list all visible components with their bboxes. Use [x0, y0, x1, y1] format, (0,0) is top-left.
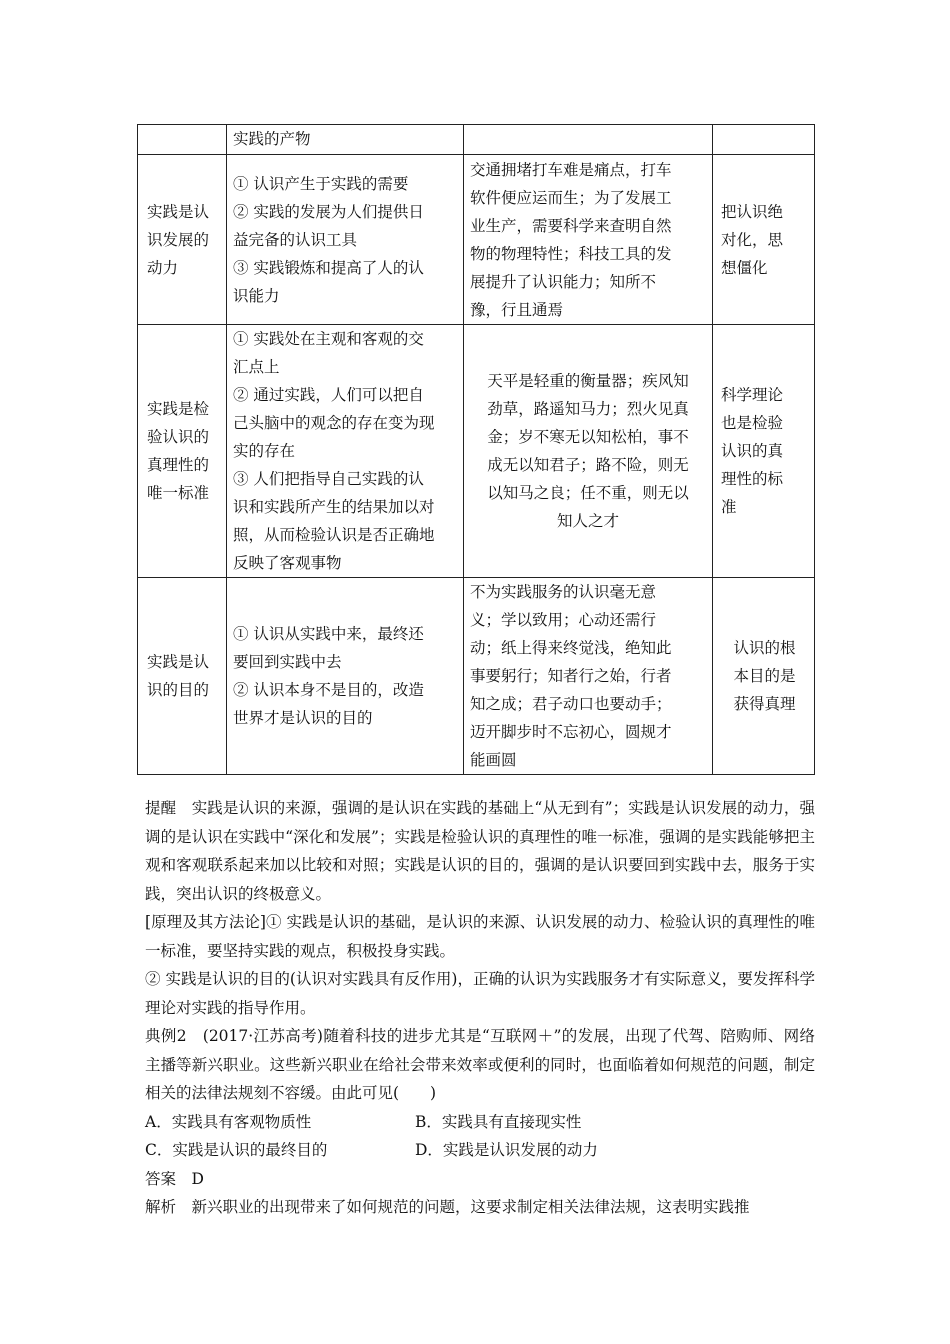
row-examples-line: 知之成；君子动口也要动手； — [470, 695, 672, 713]
comparison-table — [137, 124, 815, 775]
row-mistake-line: 获得真理 — [733, 695, 796, 713]
option-b: B．实践具有直接现实性 — [415, 1112, 582, 1131]
answer-line — [145, 1165, 815, 1194]
row-examples-line: 劲草，路遥知马力；烈火见真 — [487, 400, 689, 418]
analysis-line — [145, 1193, 815, 1222]
row-examples-line: 义；学以致用；心动还需行 — [470, 611, 657, 629]
row-content-line: 汇点上 — [233, 358, 280, 376]
row-content-line: ① 认识产生于实践的需要 — [233, 174, 409, 193]
table-row — [138, 325, 815, 578]
row-title-line: 验认识的 — [147, 428, 210, 446]
row-content-line: ① 实践处在主观和客观的交 — [233, 330, 424, 348]
row-content-cell — [227, 325, 464, 578]
row-title-cell — [138, 155, 227, 325]
row-examples-line: 动；纸上得来终觉浅，绝知此 — [470, 639, 672, 657]
row-mistake-line: 对化，思 — [721, 230, 784, 249]
analysis-text: 新兴职业的出现带来了如何规范的问题，这要求制定相关法律法规，这表明实践推 — [191, 1198, 750, 1216]
table-row — [138, 578, 815, 775]
row-examples-line: 迈开脚步时不忘初心，圆规才 — [470, 723, 672, 741]
row-examples-line: 业生产，需要科学来查明自然 — [470, 216, 672, 235]
answer-value: D — [191, 1169, 204, 1188]
row-content-line: 反映了客观事物 — [233, 554, 342, 572]
body-text — [145, 794, 815, 1222]
row-examples-line: 事要躬行；知者行之始，行者 — [470, 667, 672, 685]
row-content-line: 识和实践所产生的结果加以对 — [233, 498, 435, 516]
row-title-cell — [138, 325, 227, 578]
row-content-line: ③ 人们把指导自己实践的认 — [233, 470, 424, 488]
row-mistake-line: 科学理论 — [721, 386, 784, 404]
row-examples-line: 知人之才 — [556, 512, 619, 530]
answer-label: 答案 — [145, 1169, 177, 1188]
example-stem: 随着科技的进步尤其是“互联网＋”的发展，出现了代驾、陪购师、网络主播等新兴职业。这些新兴职业在给社会带来效率或便利的同时，也面临着如何规范的问题，制定相关的法律法规刻不容缓。由此可见( ) — [145, 1027, 815, 1102]
example-source: (2017·江苏高考) — [202, 1027, 323, 1045]
row-examples-cell — [464, 125, 713, 155]
row-content-line: 实践的产物 — [233, 130, 311, 148]
row-mistake-cell — [713, 155, 815, 325]
row-mistake-line: 认识的根 — [733, 639, 796, 657]
row-examples-line: 软件便应运而生；为了发展工 — [470, 188, 672, 207]
row-examples-line: 物的物理特性；科技工具的发 — [470, 244, 672, 263]
row-mistake-line: 理性的标 — [721, 470, 784, 488]
row-title-line: 实践是认 — [147, 653, 210, 671]
row-title-cell — [138, 125, 227, 155]
option-c: C．实践是认识的最终目的 — [145, 1141, 328, 1159]
row-content-cell — [227, 578, 464, 775]
row-content-line: ① 认识从实践中来，最终还 — [233, 625, 424, 643]
example-label: 典例2 — [145, 1027, 187, 1045]
principle-item-2: ② 实践是认识的目的(认识对实践具有反作用)，正确的认识为实践服务才有实际意义，要发挥科学理论对实践的指导作用。 — [145, 970, 815, 1017]
row-title-line: 识发展的 — [147, 230, 210, 249]
row-examples-line: 豫，行且通焉 — [470, 300, 564, 319]
row-content-line: ② 认识本身不是目的，改造 — [233, 681, 424, 699]
options-row-2 — [145, 1136, 815, 1165]
row-content-cell — [227, 125, 464, 155]
row-mistake-cell — [713, 325, 815, 578]
row-content-line: ② 通过实践，人们可以把自 — [233, 386, 424, 404]
row-content-line: 识能力 — [233, 286, 280, 305]
row-mistake-line: 本目的是 — [733, 667, 796, 685]
row-title-line: 实践是认 — [147, 202, 210, 221]
row-mistake-line: 把认识绝 — [721, 202, 784, 221]
row-mistake-cell — [713, 125, 815, 155]
row-examples-cell — [464, 578, 713, 775]
row-examples-line: 金；岁不寒无以知松柏，事不 — [487, 428, 689, 446]
row-examples-line: 展提升了认识能力；知所不 — [470, 272, 657, 291]
tip-paragraph — [145, 794, 815, 908]
row-title-line: 识的目的 — [147, 681, 210, 699]
option-a: A．实践具有客观物质性 — [145, 1112, 312, 1131]
row-content-cell — [227, 155, 464, 325]
row-content-line: 要回到实践中去 — [233, 653, 342, 671]
principle-item-1: ① 实践是认识的基础，是认识的来源、认识发展的动力、检验认识的真理性的唯一标准，要坚持实践的观点，积极投身实践。 — [145, 913, 815, 960]
row-examples-line: 成无以知君子；路不险，则无 — [487, 456, 689, 474]
option-d: D．实践是认识发展的动力 — [415, 1141, 598, 1159]
row-content-line: 己头脑中的观念的存在变为现 — [233, 414, 435, 432]
row-mistake-cell — [713, 578, 815, 775]
row-content-line: 实的存在 — [233, 442, 296, 460]
principle-label: [原理及其方法论] — [145, 913, 266, 931]
tip-text: 实践是认识的来源，强调的是认识在实践的基础上“从无到有”；实践是认识发展的动力，强调的是认识在实践中“深化和发展”；实践是检验认识的真理性的唯一标准，强调的是实践能够把主观和客观联系起来加以比较和对照；实践是认识的目的，强调的是认识要回到实践中去，服务于实践，突出认识的终极意义。 — [145, 799, 815, 903]
row-title-line: 唯一标准 — [147, 484, 210, 502]
row-title-line: 实践是检 — [147, 400, 210, 418]
row-mistake-line: 想僵化 — [721, 258, 768, 277]
tip-label: 提醒 — [145, 799, 177, 817]
row-mistake-line: 准 — [721, 498, 737, 516]
row-title-cell — [138, 578, 227, 775]
row-content-line: 照，从而检验认识是否正确地 — [233, 526, 435, 544]
table-body — [138, 125, 815, 775]
principle-paragraph — [145, 908, 815, 965]
row-examples-line: 能画圆 — [470, 751, 517, 769]
row-examples-cell — [464, 155, 713, 325]
row-content-line: ② 实践的发展为人们提供日 — [233, 202, 424, 221]
row-examples-line: 不为实践服务的认识毫无意 — [470, 583, 657, 601]
row-title-line: 真理性的 — [147, 456, 210, 474]
example-paragraph — [145, 1022, 815, 1108]
row-content-line: 世界才是认识的目的 — [233, 709, 373, 727]
table-row — [138, 155, 815, 325]
row-examples-cell — [464, 325, 713, 578]
row-mistake-line: 认识的真 — [721, 442, 784, 460]
row-content-line: ③ 实践锻炼和提高了人的认 — [233, 258, 424, 277]
row-mistake-line: 也是检验 — [721, 414, 784, 432]
row-examples-line: 天平是轻重的衡量器；疾风知 — [487, 372, 689, 390]
row-examples-line: 交通拥堵打车难是痛点，打车 — [470, 160, 672, 179]
table-row — [138, 125, 815, 155]
options-row-1 — [145, 1108, 815, 1137]
row-title-line: 动力 — [147, 258, 179, 277]
analysis-label: 解析 — [145, 1198, 177, 1216]
row-examples-line: 以知马之良；任不重，则无以 — [487, 484, 689, 502]
row-content-line: 益完备的认识工具 — [233, 230, 358, 249]
